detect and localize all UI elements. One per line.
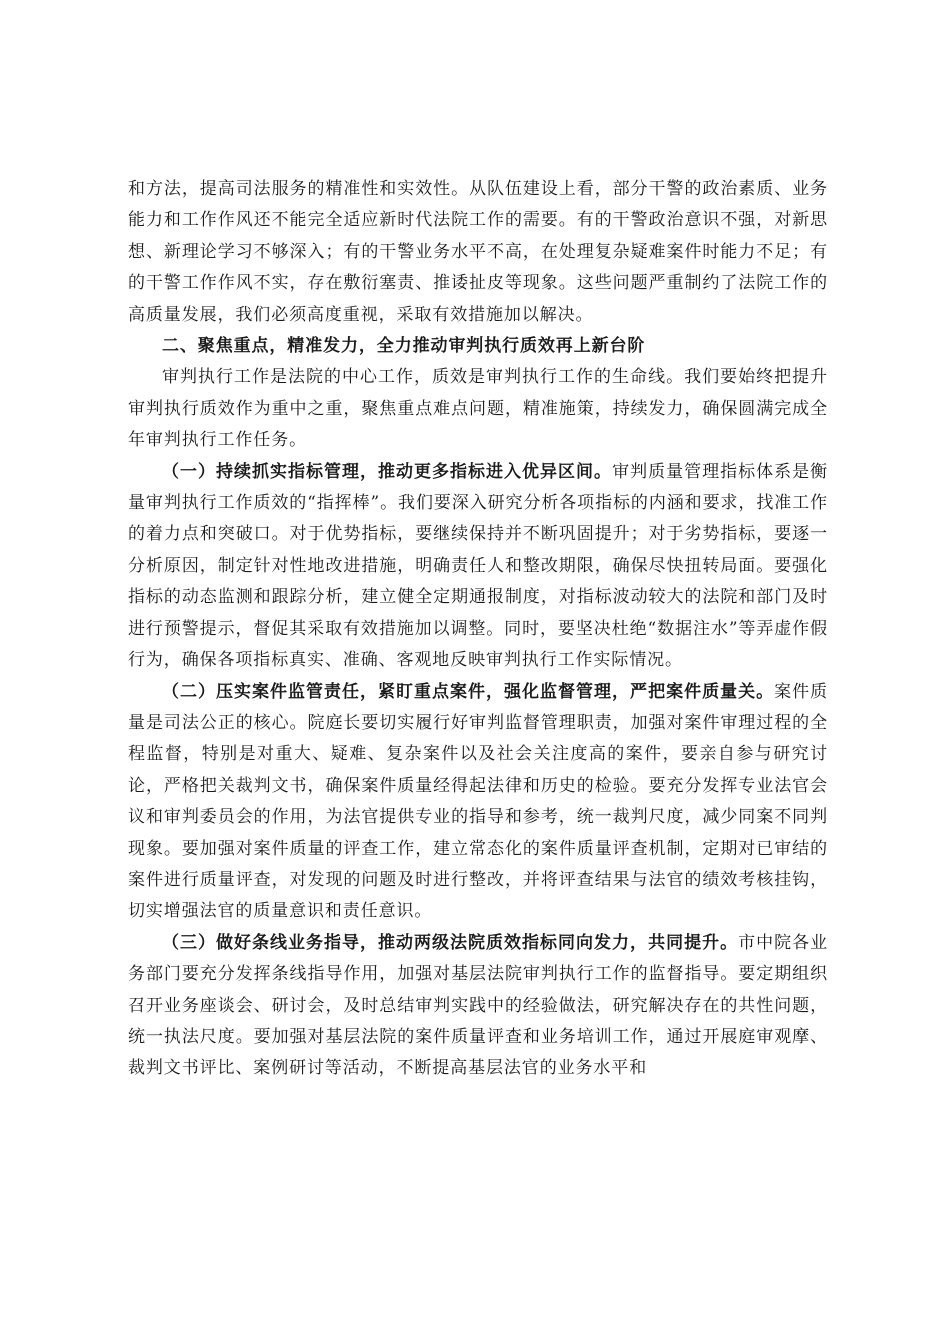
item-3-lead: （三）做好条线业务指导，推动两级法院质效指标同向发力，共同提升。 xyxy=(162,932,739,953)
section-heading: 二、聚焦重点，精准发力，全力推动审判执行质效再上新台阶 xyxy=(162,336,646,357)
paragraph-continuation: 和方法，提高司法服务的精准性和实效性。从队伍建设上看，部分干警的政治素质、业务能力和工作作风还不能完全适应新时代法院工作的需要。有的干警政治意识不强，对新思想、新理论学习不够深入；有的干警业务水平不高，在处理复杂疑难案件时能力不足；有的干警工作作风不实，存在敷衍塞责、推诿扯皮等现象。这些问题严重制约了法院工作的高质量发展，我们必须高度重视，采取有效措施加以解决。 xyxy=(128,179,828,325)
item-1-body: 审判质量管理指标体系是衡量审判执行工作质效的“指挥棒”。我们要深入研究分析各项指标的内涵和要求，找准工作的着力点和突破口。对于优势指标，要继续保持并不断巩固提升；对于劣势指标，要逐一分析原因，制定针对性地改进措施，明确责任人和整改期限，确保尽快扭转局面。要强化指标的动态监测和跟踪分析，建立健全定期通报制度，对指标波动较大的法院和部门及时进行预警提示，督促其采取有效措施加以调整。同时，要坚决杜绝“数据注水”等弄虚作假行为，确保各项指标真实、准确、客观地反映审判执行工作实际情况。 xyxy=(128,461,828,671)
item-2-lead: （二）压实案件监管责任，紧盯重点案件，强化监督管理，严把案件质量关。 xyxy=(162,681,775,702)
paragraph-item-3 xyxy=(128,928,828,1085)
paragraph-item-1 xyxy=(128,457,828,677)
item-1-lead: （一）持续抓实指标管理，推动更多指标进入优异区间。 xyxy=(162,461,613,482)
item-3-body: 市中院各业务部门要充分发挥条线指导作用，加强对基层法院审判执行工作的监督指导。要定期组织召开业务座谈会、研讨会，及时总结审判实践中的经验做法，研究解决存在的共性问题，统一执法尺度。要加强对基层法院的案件质量评查和业务培训工作，通过开展庭审观摩、裁判文书评比、案例研讨等活动，不断提高基层法官的业务水平和 xyxy=(128,932,828,1079)
item-2-body: 案件质量是司法公正的核心。院庭长要切实履行好审判监督管理职责，加强对案件审理过程的全程监督，特别是对重大、疑难、复杂案件以及社会关注度高的案件，要亲自参与研究讨论，严格把关裁判文书，确保案件质量经得起法律和历史的检验。要充分发挥专业法官会议和审判委员会的作用，为法官提供专业的指导和参考，统一裁判尺度，减少同案不同判现象。要加强对案件质量的评查工作，建立常态化的案件质量评查机制，定期对已审结的案件进行质量评查，对发现的问题及时进行整改，并将评查结果与法官的绩效考核挂钩，切实增强法官的质量意识和责任意识。 xyxy=(128,681,828,922)
document-body xyxy=(128,174,828,1085)
paragraph-intro: 审判执行工作是法院的中心工作，质效是审判执行工作的生命线。我们要始终把提升审判执行质效作为重中之重，聚焦重点难点问题，精准施策，持续发力，确保圆满完成全年审判执行工作任务。 xyxy=(128,367,828,451)
paragraph-item-2 xyxy=(128,677,828,928)
